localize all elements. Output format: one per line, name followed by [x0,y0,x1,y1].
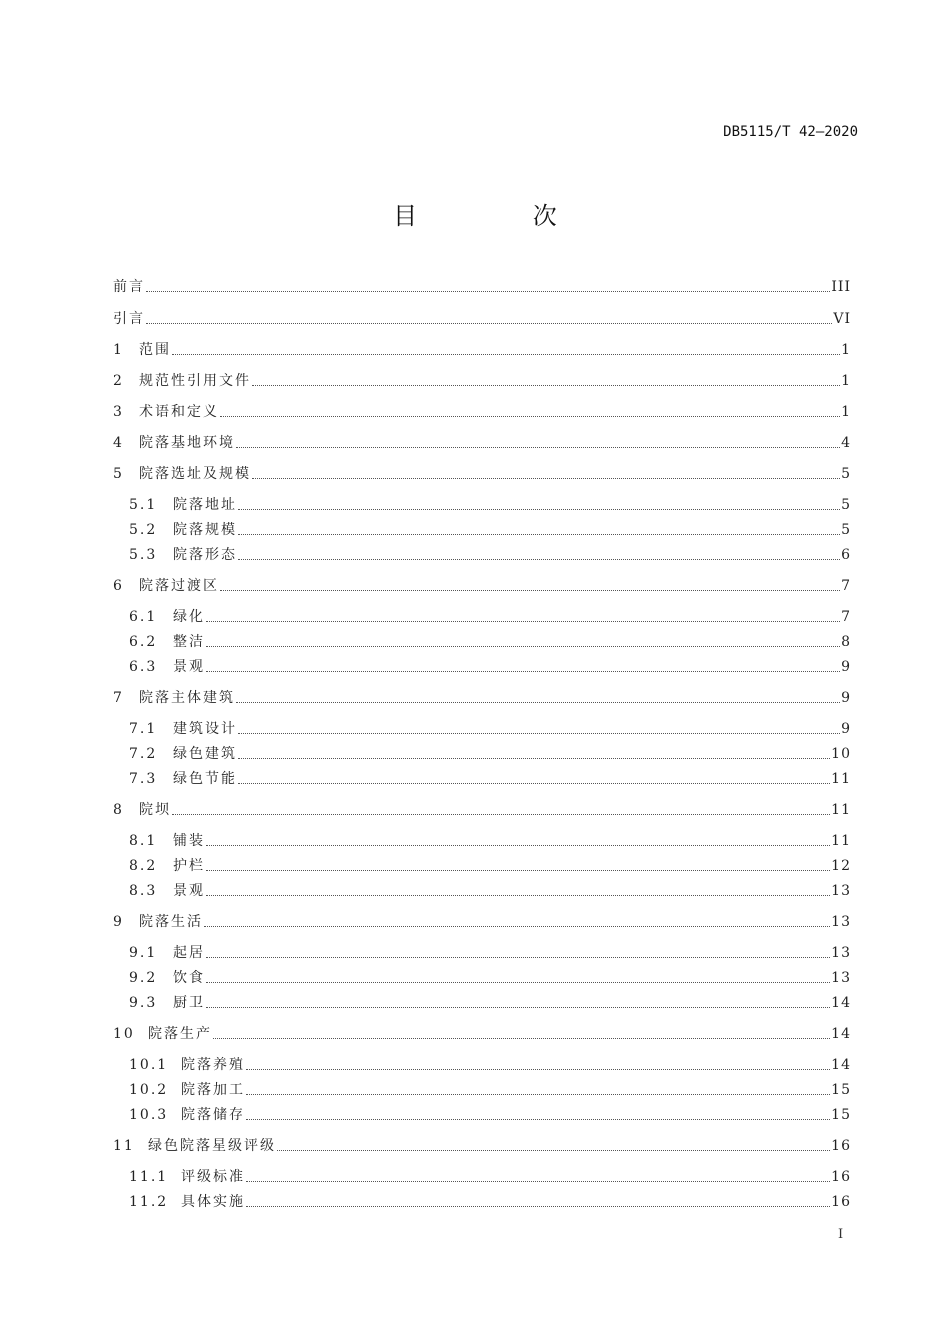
dot-leader [277,1149,830,1151]
toc-entry-page: 13 [831,914,851,930]
toc-entry-label: 绿色节能 [173,771,237,787]
toc-entry[interactable] [129,607,851,627]
page-title: 目 次 [393,202,611,230]
dot-leader [220,589,840,591]
toc-entry-page: 5 [841,522,851,538]
dot-leader [206,645,840,647]
toc-entry-page: 1 [841,342,851,358]
dot-leader [238,558,840,560]
dot-leader [238,533,840,535]
toc-entry-number: 3 [113,404,124,420]
toc-entry[interactable] [129,968,851,988]
toc-entry-page: 9 [841,690,851,706]
toc-entry-label: 院落加工 [181,1082,245,1098]
toc-entry-label: 院落地址 [173,497,237,513]
toc-entry-label: 景观 [173,883,205,899]
toc-entry[interactable] [129,744,851,764]
toc-entry[interactable] [129,719,851,739]
toc-entry-number: 9.2 [129,970,158,986]
toc-entry-number: 8.3 [129,883,158,899]
toc-entry[interactable] [129,831,851,851]
toc-entry-label: 护栏 [173,858,205,874]
toc-entry-page: III [831,279,851,295]
toc-entry-label: 院落生活 [139,914,203,930]
toc-entry-number: 4 [113,435,124,451]
toc-entry[interactable] [113,464,851,484]
toc-entry-label: 起居 [173,945,205,961]
toc-entry-page: 1 [841,404,851,420]
toc-entry-number: 7.3 [129,771,158,787]
toc-entry-page: 13 [831,883,851,899]
toc-entry-page: 10 [831,746,851,762]
toc-entry[interactable] [129,881,851,901]
dot-leader [204,925,830,927]
dot-leader [246,1205,830,1207]
dot-leader [252,477,840,479]
toc-entry-number: 8.1 [129,833,158,849]
toc-entry[interactable] [113,800,851,820]
dot-leader [236,446,840,448]
toc-entry-number: 11.2 [129,1194,169,1210]
toc-entry-label: 术语和定义 [139,404,219,420]
dot-leader [238,782,830,784]
toc-entry[interactable] [113,688,851,708]
toc-entry[interactable] [113,1136,851,1156]
toc-entry-label: 院落形态 [173,547,237,563]
toc-entry-number: 5.3 [129,547,158,563]
toc-entry-page: 11 [831,771,851,787]
toc-entry-label: 绿色建筑 [173,746,237,762]
toc-entry-page: 1 [841,373,851,389]
toc-entry-page: 16 [831,1169,851,1185]
toc-entry-label: 绿化 [173,609,205,625]
toc-entry-number: 7 [113,690,124,706]
toc-entry[interactable] [113,277,851,297]
toc-entry[interactable] [113,371,851,391]
dot-leader [206,670,840,672]
toc-entry-page: 11 [831,802,851,818]
toc-entry[interactable] [113,912,851,932]
toc-entry[interactable] [129,943,851,963]
toc-entry-label: 院落选址及规模 [139,466,251,482]
toc-entry-label: 院落过渡区 [139,578,219,594]
dot-leader [206,869,830,871]
toc-entry-page: VI [833,311,851,327]
toc-entry-number: 6 [113,578,124,594]
toc-entry-number: 5 [113,466,124,482]
document-code: DB5115/T 42—2020 [723,124,858,140]
toc-entry-label: 范围 [139,342,171,358]
toc-entry-page: 12 [831,858,851,874]
toc-entry-number: 10.2 [129,1082,169,1098]
dot-leader [238,508,840,510]
dot-leader [213,1037,830,1039]
toc-entry[interactable] [129,657,851,677]
toc-entry[interactable] [129,545,851,565]
toc-entry-page: 16 [831,1138,851,1154]
toc-entry-page: 7 [841,609,851,625]
toc-entry-label: 规范性引用文件 [139,373,251,389]
toc-entry-page: 11 [831,833,851,849]
toc-entry-label: 院落养殖 [181,1057,245,1073]
toc-entry[interactable] [113,309,851,329]
toc-entry-number: 10.3 [129,1107,169,1123]
toc-entry-label: 整洁 [173,634,205,650]
toc-entry-number: 6.1 [129,609,158,625]
toc-entry-number: 8.2 [129,858,158,874]
dot-leader [206,894,830,896]
toc-entry-number: 6.2 [129,634,158,650]
dot-leader [206,620,840,622]
toc-entry-label: 评级标准 [181,1169,245,1185]
dot-leader [206,956,830,958]
toc-entry-label: 饮食 [173,970,205,986]
toc-entry[interactable] [129,856,851,876]
dot-leader [246,1118,830,1120]
toc-entry-number: 11.1 [129,1169,169,1185]
toc-entry-label: 院落规模 [173,522,237,538]
toc-entry-label: 具体实施 [181,1194,245,1210]
toc-entry-page: 5 [841,466,851,482]
toc-entry-label: 院落基地环境 [139,435,235,451]
toc-entry-label: 前言 [113,279,145,295]
toc-entry-label: 引言 [113,311,145,327]
toc-entry-page: 13 [831,945,851,961]
dot-leader [238,732,840,734]
toc-entry-page: 14 [831,995,851,1011]
toc-entry-page: 4 [841,435,851,451]
dot-leader [246,1068,830,1070]
toc-entry[interactable] [113,433,851,453]
toc-entry-page: 8 [841,634,851,650]
dot-leader [172,353,840,355]
toc-entry-page: 9 [841,659,851,675]
toc-entry-number: 10 [113,1026,135,1042]
toc-entry-label: 铺装 [173,833,205,849]
dot-leader [206,1006,830,1008]
dot-leader [146,322,832,324]
toc-entry-label: 院落主体建筑 [139,690,235,706]
toc-entry[interactable] [129,1192,851,1212]
toc-entry[interactable] [129,1167,851,1187]
dot-leader [246,1180,830,1182]
toc-entry[interactable] [129,993,851,1013]
toc-entry-page: 6 [841,547,851,563]
dot-leader [206,844,830,846]
page-number: I [838,1227,844,1242]
toc-entry-page: 9 [841,721,851,737]
dot-leader [206,981,830,983]
dot-leader [252,384,840,386]
toc-entry[interactable] [129,1055,851,1075]
toc-entry-label: 院落储存 [181,1107,245,1123]
toc-entry[interactable] [129,769,851,789]
toc-entry-label: 院坝 [139,802,171,818]
toc-entry-label: 建筑设计 [173,721,237,737]
toc-entry-number: 1 [113,342,124,358]
toc-entry[interactable] [113,576,851,596]
dot-leader [238,757,830,759]
toc-entry-page: 13 [831,970,851,986]
dot-leader [220,415,840,417]
toc-entry-page: 14 [831,1057,851,1073]
toc-entry[interactable] [129,1105,851,1125]
toc-entry-number: 5.2 [129,522,158,538]
toc-entry[interactable] [129,1080,851,1100]
toc-entry[interactable] [113,340,851,360]
toc-entry-page: 14 [831,1026,851,1042]
toc-entry[interactable] [129,520,851,540]
toc-entry-label: 景观 [173,659,205,675]
toc-entry[interactable] [129,632,851,652]
toc-entry-number: 9 [113,914,124,930]
toc-entry[interactable] [129,495,851,515]
dot-leader [236,701,840,703]
toc-entry-number: 9.1 [129,945,158,961]
dot-leader [172,813,830,815]
toc-entry-page: 16 [831,1194,851,1210]
toc-entry-number: 9.3 [129,995,158,1011]
dot-leader [146,290,830,292]
toc-entry-number: 11 [113,1138,135,1154]
toc-entry[interactable] [113,402,851,422]
toc-entry-page: 5 [841,497,851,513]
toc-entry-page: 15 [831,1107,851,1123]
toc-entry-number: 10.1 [129,1057,169,1073]
toc-entry-label: 绿色院落星级评级 [148,1138,276,1154]
toc-entry-number: 6.3 [129,659,158,675]
toc-entry-number: 2 [113,373,124,389]
toc-entry-label: 院落生产 [148,1026,212,1042]
toc-entry-label: 厨卫 [173,995,205,1011]
toc-entry-page: 7 [841,578,851,594]
toc-entry-number: 5.1 [129,497,158,513]
toc-entry-page: 15 [831,1082,851,1098]
toc-entry-number: 8 [113,802,124,818]
toc-entry-number: 7.1 [129,721,158,737]
dot-leader [246,1093,830,1095]
toc-entry-number: 7.2 [129,746,158,762]
toc-entry[interactable] [113,1024,851,1044]
